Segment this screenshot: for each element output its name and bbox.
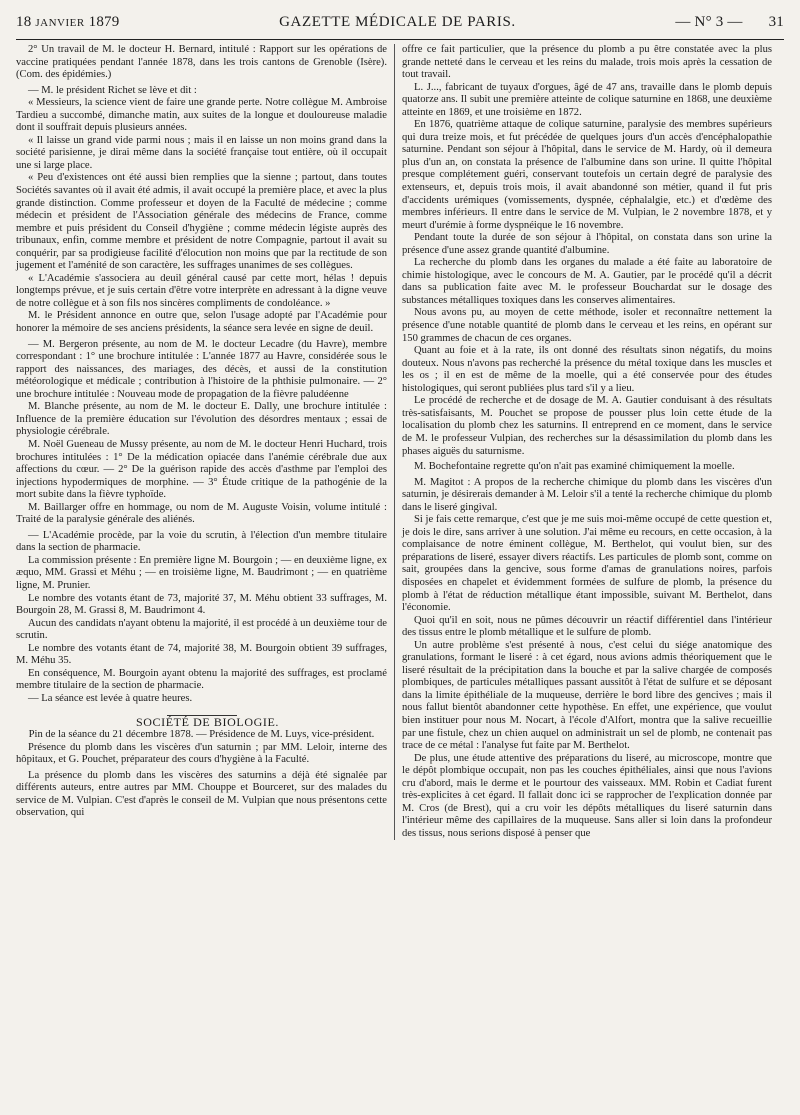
paragraph: — M. le président Richet se lève et dit : (28, 84, 197, 96)
paragraph: M. le Président annonce en outre que, selon l'usage adopté par l'Académie pour honorer la mémoire de ses anciens présidents, la séance sera levée en signe de deuil. (16, 310, 387, 335)
paragraph: Un autre problème s'est présenté à nous, c'est celui du siége anatomique des granulations, formant le liseré : à cet égard, nous avions admis théoriquement que le liseré résultait de la précipitation dans la bouche et par la salive chargée de composés plombiques, de particules métalliques passant aussitôt à l'état de sulfure et se déposant dans la limite épithéliale de la muqueuse, derrière le bord libre des gencives ; mais il nous fallut bientôt abandonner cette hypothèse. En effet, une expérience, que voulut bien instituer pour nous M. Nocart, à l'école d'Alfort, montra que la salive recueillie par une fistule, chez un chien auquel on administrait un sel de plomb, ne contenait pas trace de ce métal : l'analyse fut faite par M. Berthelot. (402, 639, 772, 752)
paragraph: La recherche du plomb dans les organes du malade a été faite au laboratoire de chimie histologique, avec le concours de M. A. Gautier, par le procédé qu'il a décrit dans sa publication faite avec M. le professeur Bouchardat sur le dosage des substances métalliques toxiques dans les conserves alimentaires. (402, 257, 772, 306)
paragraph: offre ce fait particulier, que la présence du plomb a pu être constatée avec la plus grande netteté dans le cerveau et les reins du malade, trois mois après la cessation de tout travail. (402, 44, 772, 81)
issue-number: — N° 3 — (675, 14, 743, 30)
session-line: Pin de la séance du 21 décembre 1878. — Présidence de M. Luys, vice-président. (28, 728, 375, 740)
paragraph: L. J..., fabricant de tuyaux d'orgues, âgé de 47 ans, travaille dans le plomb depuis quatorze ans. Il subit une première atteinte de colique saturnine en 1868, une deuxième atteinte en 1869, et une troisième en 1872. (402, 81, 772, 118)
left-column (16, 44, 394, 840)
paragraph: M. Bochefontaine regrette qu'on n'ait pas examiné chimiquement la moelle. (414, 461, 735, 473)
page-number: 31 (768, 14, 784, 30)
paragraph: La commission présente : En première ligne M. Bourgoin ; — en deuxième ligne, ex æquo, MM. Grassi et Méhu ; — en troisième ligne, M. Baudrimont ; — en quatrième ligne, M. Prunier. (16, 554, 387, 591)
paragraph: Le nombre des votants étant de 74, majorité 38, M. Bourgoin obtient 39 suffrages, M. Méhu 35. (16, 642, 387, 667)
columns (16, 44, 784, 840)
paragraph: Le nombre des votants étant de 73, majorité 37, M. Méhu obtient 33 suffrages, M. Bourgoin 28, M. Grassi 8, M. Baudrimont 4. (16, 592, 387, 617)
paragraph: Quoi qu'il en soit, nous ne pûmes découvrir un réactif différentiel dans l'intérieur des tissus entre le plomb métallique et le sulfure de plomb. (402, 614, 772, 639)
paragraph: « Peu d'existences ont été aussi bien remplies que la sienne ; partout, dans toutes Sociétés savantes où il avait été admis, il avait occupé la première place, et avec la plus grande distinction. Comme professeur et doyen de la Faculté de médecine ; comme médecin et président de l'Association générale des médecins de France, comme membre et puis président du Conseil d'hygiène ; comme médecin légiste auprès des tribunaux, enfin, comme membre et président de notre Compagnie, partout il avait su conquérir, par sa prodigieuse facilité d'élocution non moins que par la rectitude de son jugement et l'aménité de son caractère, les suffrages unanimes de ses collègues. (16, 172, 387, 272)
header-right (675, 14, 784, 31)
paragraph: M. Magitot : A propos de la recherche chimique du plomb dans les viscères d'un saturnin, je désirerais demander à M. Leloir s'il a tenté la recherche chimique du plomb dans le liseré gingival. (402, 476, 772, 513)
paragraph: Si je fais cette remarque, c'est que je me suis moi-même occupé de cette question et, je dois le dire, sans arriver à une solution. J'ai même eu recours, en cette occasion, à la complaisance de notre éminent collègue, M. Berthelot, qui voulut bien, sur des préparations de liseré, essayer divers réactifs. Les particules de plomb sont, comme on sait, groupées dans la gencive, sous forme d'amas de granulations noires, parfois disposées en chapelet et évidemment formées de sulfure de plomb, la présence du plomb à l'état de réduction métallique étant impossible, suivant M. Berthelot, dans l'économie. (402, 514, 772, 614)
date-month: JANVIER (35, 17, 85, 29)
page-header (16, 14, 784, 36)
paragraph: M. Noël Gueneau de Mussy présente, au nom de M. le docteur Henri Huchard, trois brochures intitulées : 1° De la médication opiacée dans l'anémie cérébrale due aux affections du cœur. — 2° De la guérison rapide des accès d'asthme par l'emploi des injections hypodermiques de morphine. — 3° Étude critique de la pathogénie de la mort subite dans la fièvre typhoïde. (16, 438, 387, 501)
header-rule (16, 39, 784, 40)
paragraph: De plus, une étude attentive des préparations du liseré, au microscope, montre que le dépôt plombique occupait, non pas les couches épithéliales, ainsi que nous l'avions cru d'abord, mais le derme et le pourtour des vaisseaux. MM. Robin et Cadiat furent très-explicites à cet égard. Il fallait donc ici se rapprocher de l'explication donnée par M. Cros (de Brest), qui a cru voir les dépôts métalliques du liseré saturnin dans l'intérieur même des capillaires de la muqueuse. Sans aller si loin dans la profondeur des tissus, nous serions disposé à penser que (402, 752, 772, 839)
paragraph: — M. Bergeron présente, au nom de M. le docteur Lecadre (du Havre), membre correspondant : 1° une brochure intitulée : L'année 1877 au Havre, considérée sous le rapport des naissances, des mariages, des décès, et aussi de la constitution météorologique et médicale ; contribution à l'histoire de la phthisie pulmonaire. — 2° une brochure intitulée : Nouveau mode de propagation de la fièvre paludéenne (16, 338, 387, 400)
paragraph: Quant au foie et à la rate, ils ont donné des résultats sinon négatifs, du moins douteux. Nous n'avons pas recherché la présence du métal toxique dans les muscles et les os ; il en est de même de la moelle, qui a été conservée pour des études histologiques, qui seront publiées plus tard s'il y a lieu. (402, 345, 772, 394)
paragraph: M. Baillarger offre en hommage, ou nom de M. Auguste Voisin, volume intitulé : Traité de la paralysie générale des aliénés. (16, 501, 387, 526)
paragraph: M. Blanche présente, au nom de M. le docteur E. Dally, une brochure intitulée : Influence de la première éducation sur l'évolution des désordres mentaux ; essai de physiologie cérébrale. (16, 401, 387, 438)
paragraph: Nous avons pu, au moyen de cette méthode, isoler et reconnaître nettement la présence d'une notable quantité de plomb dans le cerveau et les reins, en opérant sur 150 grammes de chacun de ces organes. (402, 307, 772, 344)
paragraph: En conséquence, M. Bourgoin ayant obtenu la majorité des suffrages, est proclamé membre titulaire de la section de pharmacie. (16, 667, 387, 692)
paragraph: 2° Un travail de M. le docteur H. Bernard, intitulé : Rapport sur les opérations de vaccine pratiquées pendant l'année 1878, dans les trois cantons de Grenoble (Isère). (Com. des épidémies.) (16, 44, 387, 81)
section-title: SOCIÉTÉ DE BIOLOGIE. (136, 715, 279, 730)
paragraph: « L'Académie s'associera au deuil général causé par cette mort, hélas ! depuis longtemps prévue, et je suis certain d'être votre interprète en adressant à la digne veuve de notre collègue et à son fils nos sincères compliments de condoléance. » (16, 272, 387, 309)
paragraph: — L'Académie procède, par la voie du scrutin, à l'élection d'un membre titulaire dans la section de pharmacie. (16, 529, 387, 554)
paragraph: — La séance est levée à quatre heures. (28, 692, 193, 704)
date-day: 18 (16, 14, 32, 30)
article-title: Présence du plomb dans les viscères d'un saturnin ; par MM. Leloir, interne des hôpitaux, et G. Pouchet, préparateur des cours d'hygiène à la Faculté. (16, 741, 387, 766)
paragraph: Le procédé de recherche et de dosage de M. A. Gautier conduisant à des résultats très-satisfaisants, M. Pouchet se propose de pousser plus loin cette étude de la localisation du plomb chez les saturnins. Il entreprend en ce moment, dans le service de M. le professeur Vulpian, des recherches sur la désassimilation du plomb dans les phases aiguës du saturnisme. (402, 395, 772, 457)
paragraph: « Messieurs, la science vient de faire une grande perte. Notre collègue M. Ambroise Tardieu a succombé, dimanche matin, aux suites de la longue et douloureuse maladie dont il souffrait depuis plusieurs années. (16, 97, 387, 134)
paragraph: En 1876, quatrième attaque de colique saturnine, paralysie des membres supérieurs qui dura treize mois, et fut précédée de quelques jours d'un accès d'encéphalopathie saturnine. Pendant son séjour à l'hôpital, dans le service de M. Hardy, où il demeura plus d'un an, on constata la présence de l'albumine dans son urine. Il quitte l'hôpital presque complétement guéri, conservant toutefois un certain degré de paralysie des extenseurs, et, depuis trois mois, il avait abandonné son métier, quand il fut pris d'accidents urémiques (vomissements, dyspnée, céphalalgie, etc.) et d'œdème des membres inférieurs. Il entre dans le service de M. Vulpian, le 2 novembre 1878, et y meurt d'urémie à forme dyspnéique le 16 novembre. (402, 119, 772, 231)
paragraph: La présence du plomb dans les viscères des saturnins a déjà été signalée par différents auteurs, entre autres par MM. Chouppe et Bourceret, sur des malades du service de M. Vulpian. C'est d'après le conseil de M. Vulpian que nous présentons cette observation, qui (16, 769, 387, 819)
paragraph: Aucun des candidats n'ayant obtenu la majorité, il est procédé à un deuxième tour de scrutin. (16, 617, 387, 642)
journal-title: GAZETTE MÉDICALE DE PARIS. (279, 14, 516, 30)
date-year: 1879 (88, 14, 120, 30)
paragraph: Pendant toute la durée de son séjour à l'hôpital, on constata dans son urine la présence d'une assez grande quantité d'albumine. (402, 232, 772, 256)
header-date (16, 14, 119, 31)
paragraph: « Il laisse un grand vide parmi nous ; mais il en laisse un non moins grand dans la société parisienne, je dirai même dans la société française tout entière, où il occupait une si large place. (16, 134, 387, 171)
right-column (394, 44, 772, 840)
